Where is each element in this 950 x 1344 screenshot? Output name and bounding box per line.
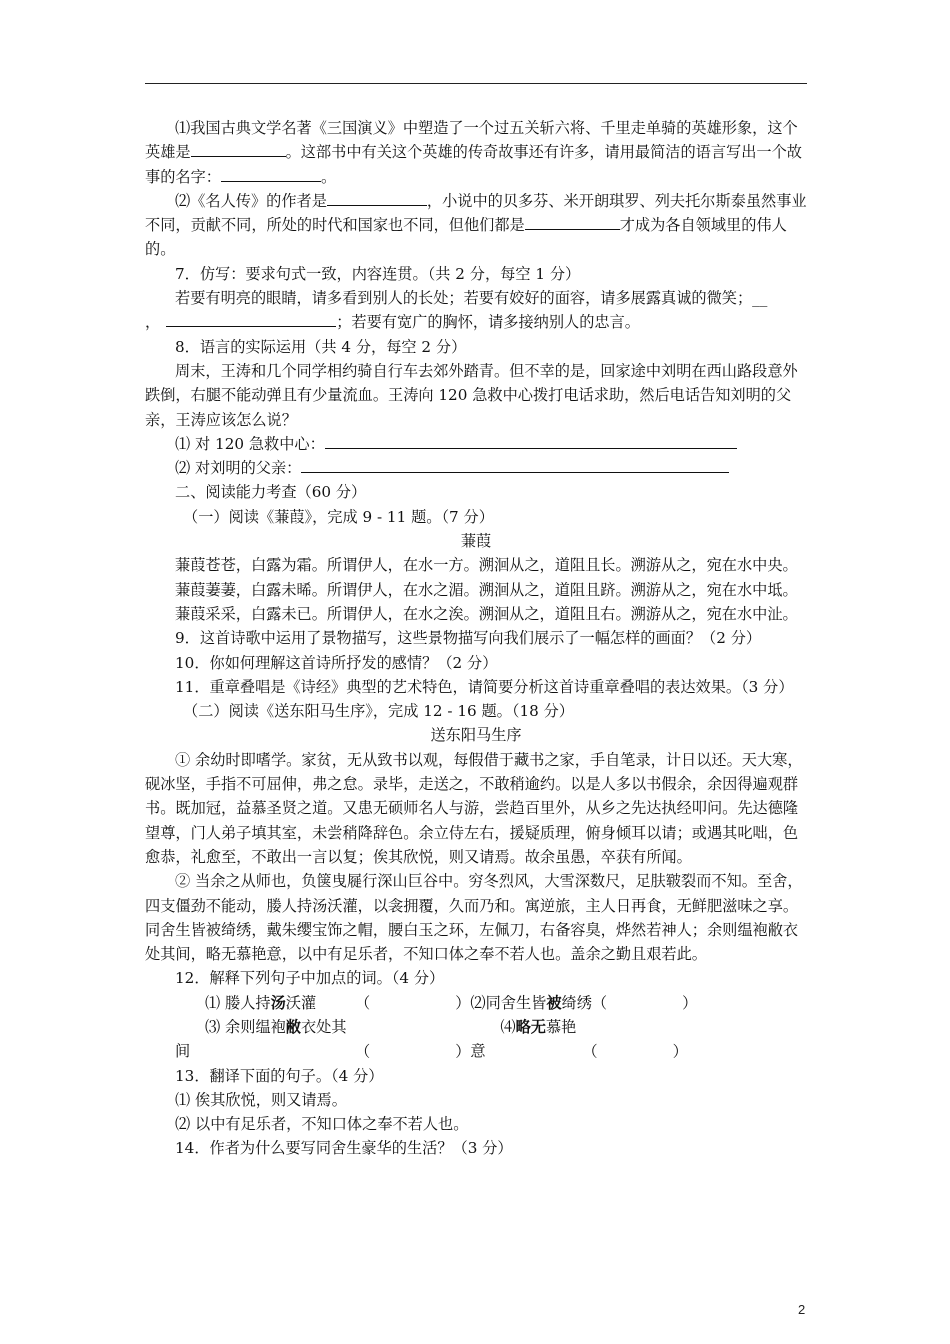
q8-sub1: ⑴ 对 120 急救中心： (145, 432, 807, 456)
answer-blank[interactable] (327, 190, 427, 206)
q8-title: 8．语言的实际运用（共 4 分，每空 2 分） (175, 337, 467, 356)
q9: 9．这首诗歌中运用了景物描写，这些景物描写向我们展示了一幅怎样的画面？（2 分） (175, 629, 762, 648)
q8-body: 周末，王涛和几个同学相约骑自行车去郊外踏青。但不幸的是，回家途中刘明在西山路段意外跌倒，右腿不能动弹且有少量流血。王涛向 120 急救中心拨打电话求助，然后电话告知刘明的父亲，王涛应该怎么说？ (145, 361, 798, 429)
q10: 10．你如何理解这首诗所抒发的感情？（2 分） (175, 653, 498, 672)
essay-title: 送东阳马生序 (430, 726, 522, 745)
poem-stanza: 蒹葭苍苍，白露为霜。所谓伊人，在水一方。溯洄从之，道阻且长。溯游从之，宛在水中央。 (175, 556, 798, 575)
q13-title: 13．翻译下面的句子。（4 分） (175, 1066, 384, 1085)
answer-blank[interactable] (191, 141, 286, 157)
section2-title: 二、阅读能力考查（60 分） (175, 483, 367, 502)
poem-stanza: 蒹葭采采，白露未已。所谓伊人，在水之涘。溯洄从之，道阻且右。溯游从之，宛在水中沚。 (175, 604, 798, 623)
q11: 11．重章叠唱是《诗经》典型的艺术特色，请简要分析这首诗重章叠唱的表达效果。（3 分） (175, 677, 794, 696)
essay-paragraph-1: ① 余幼时即嗜学。家贫，无从致书以观，每假借于藏书之家，手自笔录，计日以还。天大寒，砚冰坚，手指不可屈伸，弗之怠。录毕，走送之，不敢稍逾约。以是人多以书假余，余因得遍观群书。既加冠，益慕圣贤之道。又患无硕师名人与游，尝趋百里外，从乡之先达执经叩问。先达德隆望尊，门人弟子填其室，未尝稍降辞色。余立侍左右，援疑质理，俯身倾耳以请；或遇其叱咄，色愈恭，礼愈至，不敢出一言以复；俟其欣悦，则又请焉。故余虽愚，卒获有所闻。 (145, 750, 803, 866)
q13-sub1: ⑴ 俟其欣悦，则又请焉。 (175, 1090, 347, 1109)
answer-blank[interactable] (325, 433, 737, 449)
q7-line1: 若要有明亮的眼睛，请多看到别人的长处；若要有姣好的面容，请多展露真诚的微笑；__ (175, 289, 768, 308)
q7-line2: ， ；若要有宽广的胸怀，请多接纳别人的忠言。 (145, 313, 640, 332)
poem-title: 蒹葭 (460, 532, 492, 551)
q12-row1: ⑴ 媵人持汤沃灌 （ ）⑵同舍生皆被绮绣（ ） (205, 993, 698, 1012)
part2-heading: （二）阅读《送东阳马生序》，完成 12 - 16 题。（18 分） (183, 702, 574, 721)
q12-title: 12．解释下列句子中加点的词。（4 分） (175, 969, 445, 988)
essay-paragraph-2: ② 当余之从师也，负箧曳屣行深山巨谷中。穷冬烈风，大雪深数尺，足肤皲裂而不知。至舍，四支僵劲不能动，媵人持汤沃灌，以衾拥覆，久而乃和。寓逆旅，主人日再食，无鲜肥滋味之享。同舍生皆被绮绣，戴朱缨宝饰之帽，腰白玉之环，左佩刀，右备容臭，烨然若神人；余则缊袍敝衣处其间，略无慕艳意，以中有足乐者，不知口体之奉不若人也。盖余之勤且艰若此。 (145, 872, 803, 964)
q12-row2: ⑶ 余则缊袍敝衣处其间 （ ）⑷略无慕艳意 （ ） (175, 1017, 688, 1061)
poem-stanza: 蒹葭萋萋，白露未晞。所谓伊人，在水之湄。溯洄从之，道阻且跻。溯游从之，宛在水中坻。 (175, 580, 798, 599)
page-number: 2 (798, 1302, 806, 1317)
answer-blank[interactable] (221, 166, 321, 182)
q13-sub2: ⑵ 以中有足乐者，不知口体之奉不若人也。 (175, 1115, 469, 1134)
answer-blank[interactable] (301, 457, 729, 473)
part1-heading: （一）阅读《蒹葭》，完成 9 - 11 题。（7 分） (183, 507, 494, 526)
answer-blank[interactable] (166, 311, 336, 327)
q6-part2: ⑵《名人传》的作者是 ，小说中的贝多芬、米开朗琪罗、列夫托尔斯泰虽然事业不同，贡献不同，所处的时代和国家也不同，但他们都是 才成为各自领域里的伟人的。 (145, 191, 807, 259)
q8-sub2: ⑵ 对刘明的父亲： (145, 456, 807, 480)
header-rule (145, 83, 807, 84)
answer-blank[interactable] (525, 214, 620, 230)
q7-title: 7．仿写：要求句式一致，内容连贯。（共 2 分，每空 1 分） (175, 264, 581, 283)
q14: 14．作者为什么要写同舍生豪华的生活？（3 分） (175, 1139, 513, 1158)
exam-page-content (145, 116, 807, 1161)
q6-part1: ⑴我国古典文学名著《三国演义》中塑造了一个过五关斩六将、千里走单骑的英雄形象，这个英雄是 。这部书中有关这个英雄的传奇故事还有许多，请用最简洁的语言写出一个故事的名字： 。 (145, 119, 802, 186)
